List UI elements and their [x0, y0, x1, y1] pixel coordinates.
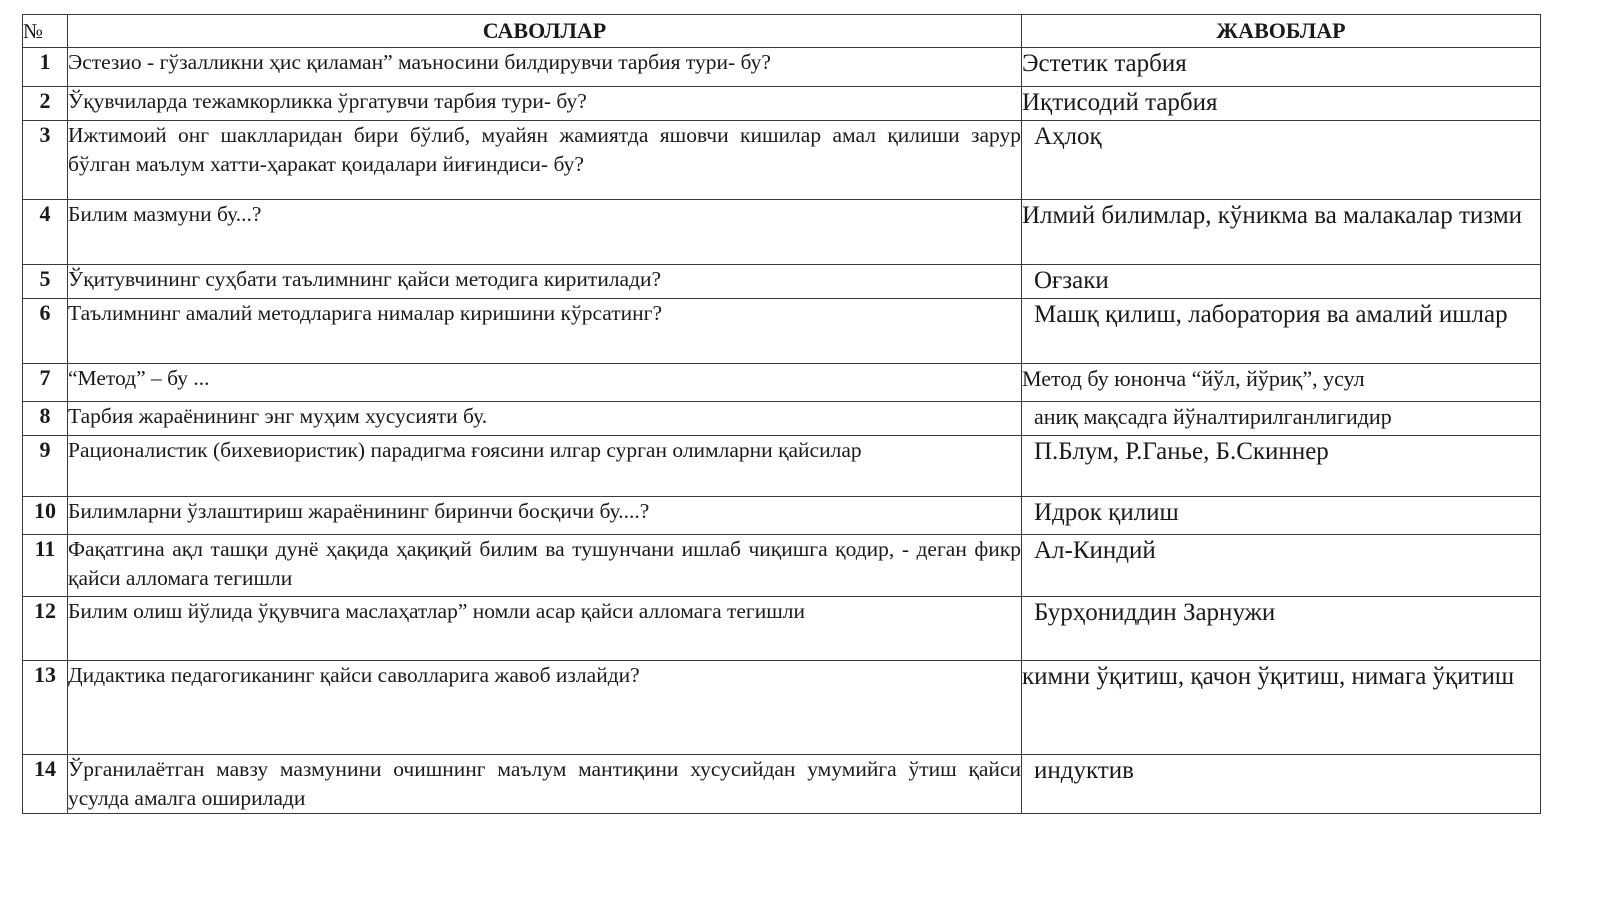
question-cell: Ўрганилаётган мавзу мазмунини очишнинг маълум мантиқини хусусийдан умумийга ўтиш қайси усулда амалга оширилади [68, 755, 1022, 814]
answer-cell: Аҳлоқ [1022, 121, 1541, 200]
answer-cell: Бурҳониддин Зарнужи [1022, 597, 1541, 661]
table-row [23, 755, 1541, 814]
question-cell: Дидактика педагогиканинг қайси саволларига жавоб излайди? [68, 661, 1022, 755]
qa-table [22, 14, 1541, 814]
answer-cell: Илмий билимлар, кўникма ва малакалар тизми [1022, 200, 1541, 265]
row-number: 11 [23, 535, 68, 597]
question-cell: Эстезио - гўзалликни ҳис қиламан” маъносини билдирувчи тарбия тури- бу? [68, 48, 1022, 87]
table-row [23, 436, 1541, 497]
question-cell: Тарбия жараёнининг энг муҳим хусусияти бу. [68, 402, 1022, 436]
table-row [23, 265, 1541, 299]
answer-cell: П.Блум, Р.Ганье, Б.Скиннер [1022, 436, 1541, 497]
question-cell: Билим олиш йўлида ўқувчига маслаҳатлар” номли асар қайси алломага тегишли [68, 597, 1022, 661]
table-row [23, 87, 1541, 121]
row-number: 3 [23, 121, 68, 200]
table-row [23, 597, 1541, 661]
question-cell: Фақатгина ақл ташқи дунё ҳақида ҳақиқий билим ва тушунчани ишлаб чиқишга қодир, - деган фикр қайси алломага тегишли [68, 535, 1022, 597]
question-cell: Билимларни ўзлаштириш жараёнининг биринчи босқичи бу....? [68, 497, 1022, 535]
answer-cell: Машқ қилиш, лаборатория ва амалий ишлар [1022, 299, 1541, 364]
row-number: 10 [23, 497, 68, 535]
answer-cell: аниқ мақсадга йўналтирилганлигидир [1022, 402, 1541, 436]
answer-cell: Идрок қилиш [1022, 497, 1541, 535]
question-cell: Ижтимоий онг шаклларидан бири бўлиб, муайян жамиятда яшовчи кишилар амал қилиши зарур бўлган маълум хатти-ҳаракат қоидалари йиғиндиси- бу? [68, 121, 1022, 200]
header-answers: ЖАВОБЛАР [1022, 15, 1541, 48]
row-number: 2 [23, 87, 68, 121]
row-number: 6 [23, 299, 68, 364]
row-number: 5 [23, 265, 68, 299]
question-cell: Билим мазмуни бу...? [68, 200, 1022, 265]
question-cell: “Метод” – бу ... [68, 364, 1022, 402]
table-row [23, 200, 1541, 265]
question-cell: Таълимнинг амалий методларига нималар киришини кўрсатинг? [68, 299, 1022, 364]
row-number: 13 [23, 661, 68, 755]
answer-cell: Ал-Киндий [1022, 535, 1541, 597]
question-cell: Ўқитувчининг суҳбати таълимнинг қайси методига киритилади? [68, 265, 1022, 299]
row-number: 4 [23, 200, 68, 265]
row-number: 9 [23, 436, 68, 497]
answer-cell: Оғзаки [1022, 265, 1541, 299]
answer-cell: Эстетик тарбия [1022, 48, 1541, 87]
table-row [23, 48, 1541, 87]
table-row [23, 121, 1541, 200]
row-number: 1 [23, 48, 68, 87]
answer-cell: Метод бу юнонча “йўл, йўриқ”, усул [1022, 364, 1541, 402]
header-number: № [23, 15, 68, 48]
answer-cell: Иқтисодий тарбия [1022, 87, 1541, 121]
row-number: 8 [23, 402, 68, 436]
row-number: 12 [23, 597, 68, 661]
table-row [23, 402, 1541, 436]
table-row [23, 661, 1541, 755]
answer-cell: кимни ўқитиш, қачон ўқитиш, нимага ўқитиш [1022, 661, 1541, 755]
question-cell: Рационалистик (бихевиористик) парадигма ғоясини илгар сурган олимларни қайсилар [68, 436, 1022, 497]
header-questions: САВОЛЛАР [68, 15, 1022, 48]
table-row [23, 535, 1541, 597]
table-row [23, 364, 1541, 402]
row-number: 7 [23, 364, 68, 402]
header-row [23, 15, 1541, 48]
question-cell: Ўқувчиларда тежамкорликка ўргатувчи тарбия тури- бу? [68, 87, 1022, 121]
table-row [23, 299, 1541, 364]
answer-cell: индуктив [1022, 755, 1541, 814]
row-number: 14 [23, 755, 68, 814]
table-row [23, 497, 1541, 535]
